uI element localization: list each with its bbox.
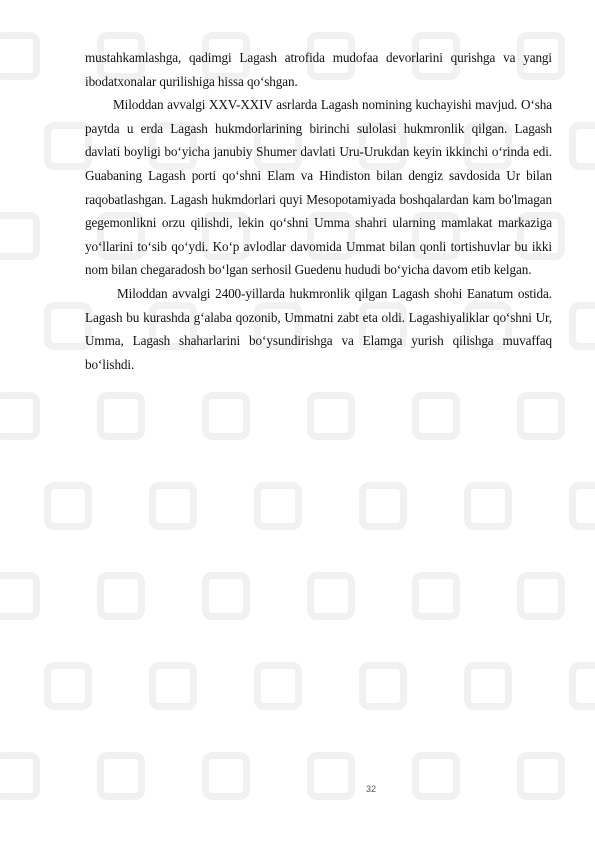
watermark-row [0,658,595,718]
watermark-square-icon [149,482,197,530]
watermark-square-icon [517,752,565,800]
page-number: 32 [366,784,377,794]
watermark-row [0,388,595,448]
watermark-square-icon [359,662,407,710]
watermark-square-icon [517,392,565,440]
watermark-square-icon [464,662,512,710]
watermark-square-icon [0,212,40,260]
watermark-square-icon [149,662,197,710]
paragraph-lagash-rise: Miloddan avvalgi XXV-XXIV asrlarda Lagash nomining kuchayishi mavjud. O‘sha paytda u erda Lagash hukmdorlarining birinchi sulolasi hukmronlik qilgan. Lagash davlati boyligi bo‘yicha janubiy Shumer davlati Uru-Urukdan keyin ikkinchi o‘rinda edi. Guabaning Lagash porti qo‘shni Elam va Hindiston bilan dengiz savdosida Ur bilan raqobatlashgan. Lagash hukmdorlari quyi Mesopotamiyada boshqalardan kam bo'lmagan gegemonlikni orzu qilishdi, lekin qo‘shni Umma shahri ularning mamlakat markaziga yo‘llarini to‘sib qo‘ydi. Ko‘p avlodlar davomida Ummat bilan qonli tortishuvlar bu ikki nom bilan chegaradosh bo‘lgan serhosil Guedenu hududi bo‘yicha davom etib kelgan. [85,97,552,278]
watermark-square-icon [307,392,355,440]
watermark-square-icon [0,392,40,440]
watermark-square-icon [0,572,40,620]
watermark-square-icon [44,482,92,530]
watermark-square-icon [202,572,250,620]
watermark-row [0,748,595,808]
watermark-square-icon [97,752,145,800]
watermark-square-icon [0,32,40,80]
document-page [85,46,552,376]
watermark-square-icon [569,302,595,350]
watermark-square-icon [254,662,302,710]
watermark-square-icon [202,752,250,800]
watermark-square-icon [0,752,40,800]
watermark-square-icon [412,752,460,800]
watermark-square-icon [569,662,595,710]
watermark-square-icon [202,392,250,440]
watermark-square-icon [517,572,565,620]
watermark-square-icon [97,572,145,620]
watermark-square-icon [464,482,512,530]
watermark-square-icon [359,482,407,530]
watermark-square-icon [254,482,302,530]
watermark-row [0,478,595,538]
paragraph-continuation: mustahkamlashga, qadimgi Lagash atrofida mudofaa devorlarini qurishga va yangi ibodatxonalar qurilishiga hissa qo‘shgan. [85,50,552,89]
watermark-square-icon [412,392,460,440]
watermark-square-icon [44,662,92,710]
watermark-square-icon [307,572,355,620]
watermark-square-icon [97,392,145,440]
watermark-square-icon [307,752,355,800]
watermark-square-icon [412,572,460,620]
watermark-square-icon [569,122,595,170]
paragraph-eanatum: Miloddan avvalgi 2400-yillarda hukmronlik qilgan Lagash shohi Eanatum ostida. Lagash bu kurashda g‘alaba qozonib, Ummatni zabt eta oldi. Lagashiyaliklar qo‘shni Ur, Umma, Lagash shaharlarini bo‘ysundirishga va Elamga yurish qilishga muvaffaq bo‘lishdi. [85,285,552,372]
watermark-square-icon [569,482,595,530]
watermark-row [0,568,595,628]
